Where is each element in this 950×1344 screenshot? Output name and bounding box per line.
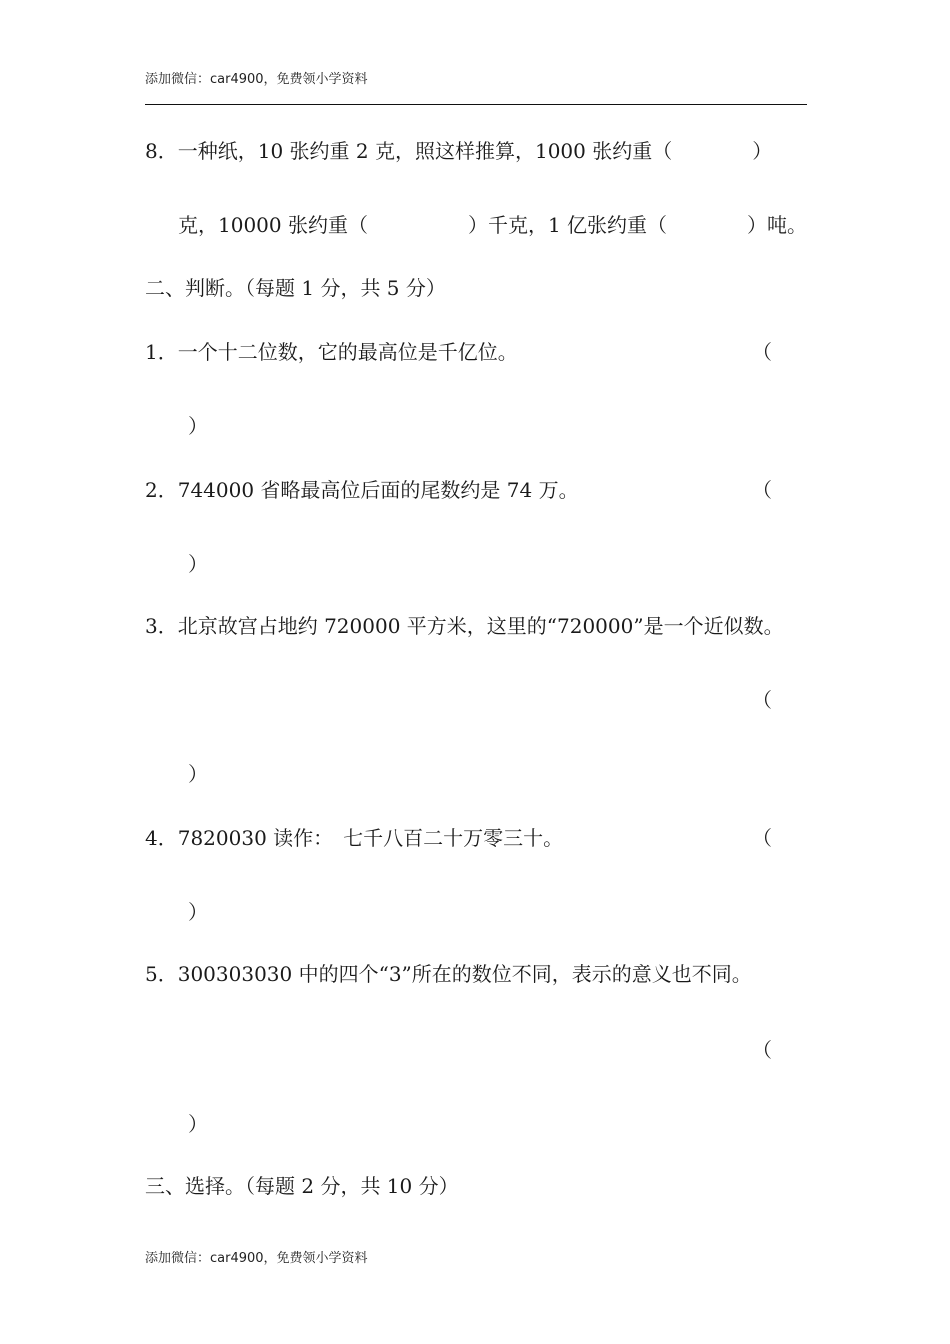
- judge-item-1-close-paren: ）: [188, 414, 208, 438]
- judge-item-3-close-paren: ）: [188, 762, 208, 786]
- judge-item-4: 4．7820030 读作： 七千八百二十万零三十。: [145, 826, 564, 850]
- judge-item-3-open-paren: （: [752, 688, 772, 712]
- header-divider: [145, 104, 807, 105]
- judge-item-2-close-paren: ）: [188, 552, 208, 576]
- judge-item-1: 1．一个十二位数，它的最高位是千亿位。: [145, 340, 518, 364]
- judge-item-5-close-paren: ）: [188, 1112, 208, 1136]
- page-header: 添加微信：car4900，免费领小学资料: [145, 72, 368, 87]
- judge-section-heading: 二、判断。（每题 1 分，共 5 分）: [145, 276, 446, 300]
- choice-section-heading: 三、选择。（每题 2 分，共 10 分）: [145, 1174, 459, 1198]
- question-8-line-2: 克，10000 张约重（ ）千克，1 亿张约重（ ）吨。: [178, 213, 808, 237]
- judge-item-5-open-paren: （: [752, 1038, 772, 1062]
- judge-item-4-close-paren: ）: [188, 900, 208, 924]
- judge-item-1-open-paren: （: [752, 340, 772, 364]
- judge-item-5: 5．300303030 中的四个“3”所在的数位不同，表示的意义也不同。: [145, 962, 752, 986]
- judge-item-3: 3．北京故宫占地约 720000 平方米，这里的“720000”是一个近似数。: [145, 614, 784, 638]
- judge-item-4-open-paren: （: [752, 826, 772, 850]
- page-footer: 添加微信：car4900，免费领小学资料: [145, 1251, 368, 1266]
- judge-item-2-open-paren: （: [752, 478, 772, 502]
- judge-item-2: 2．744000 省略最高位后面的尾数约是 74 万。: [145, 478, 579, 502]
- question-8-line-1: 8．一种纸，10 张约重 2 克，照这样推算，1000 张约重（ ）: [145, 139, 773, 163]
